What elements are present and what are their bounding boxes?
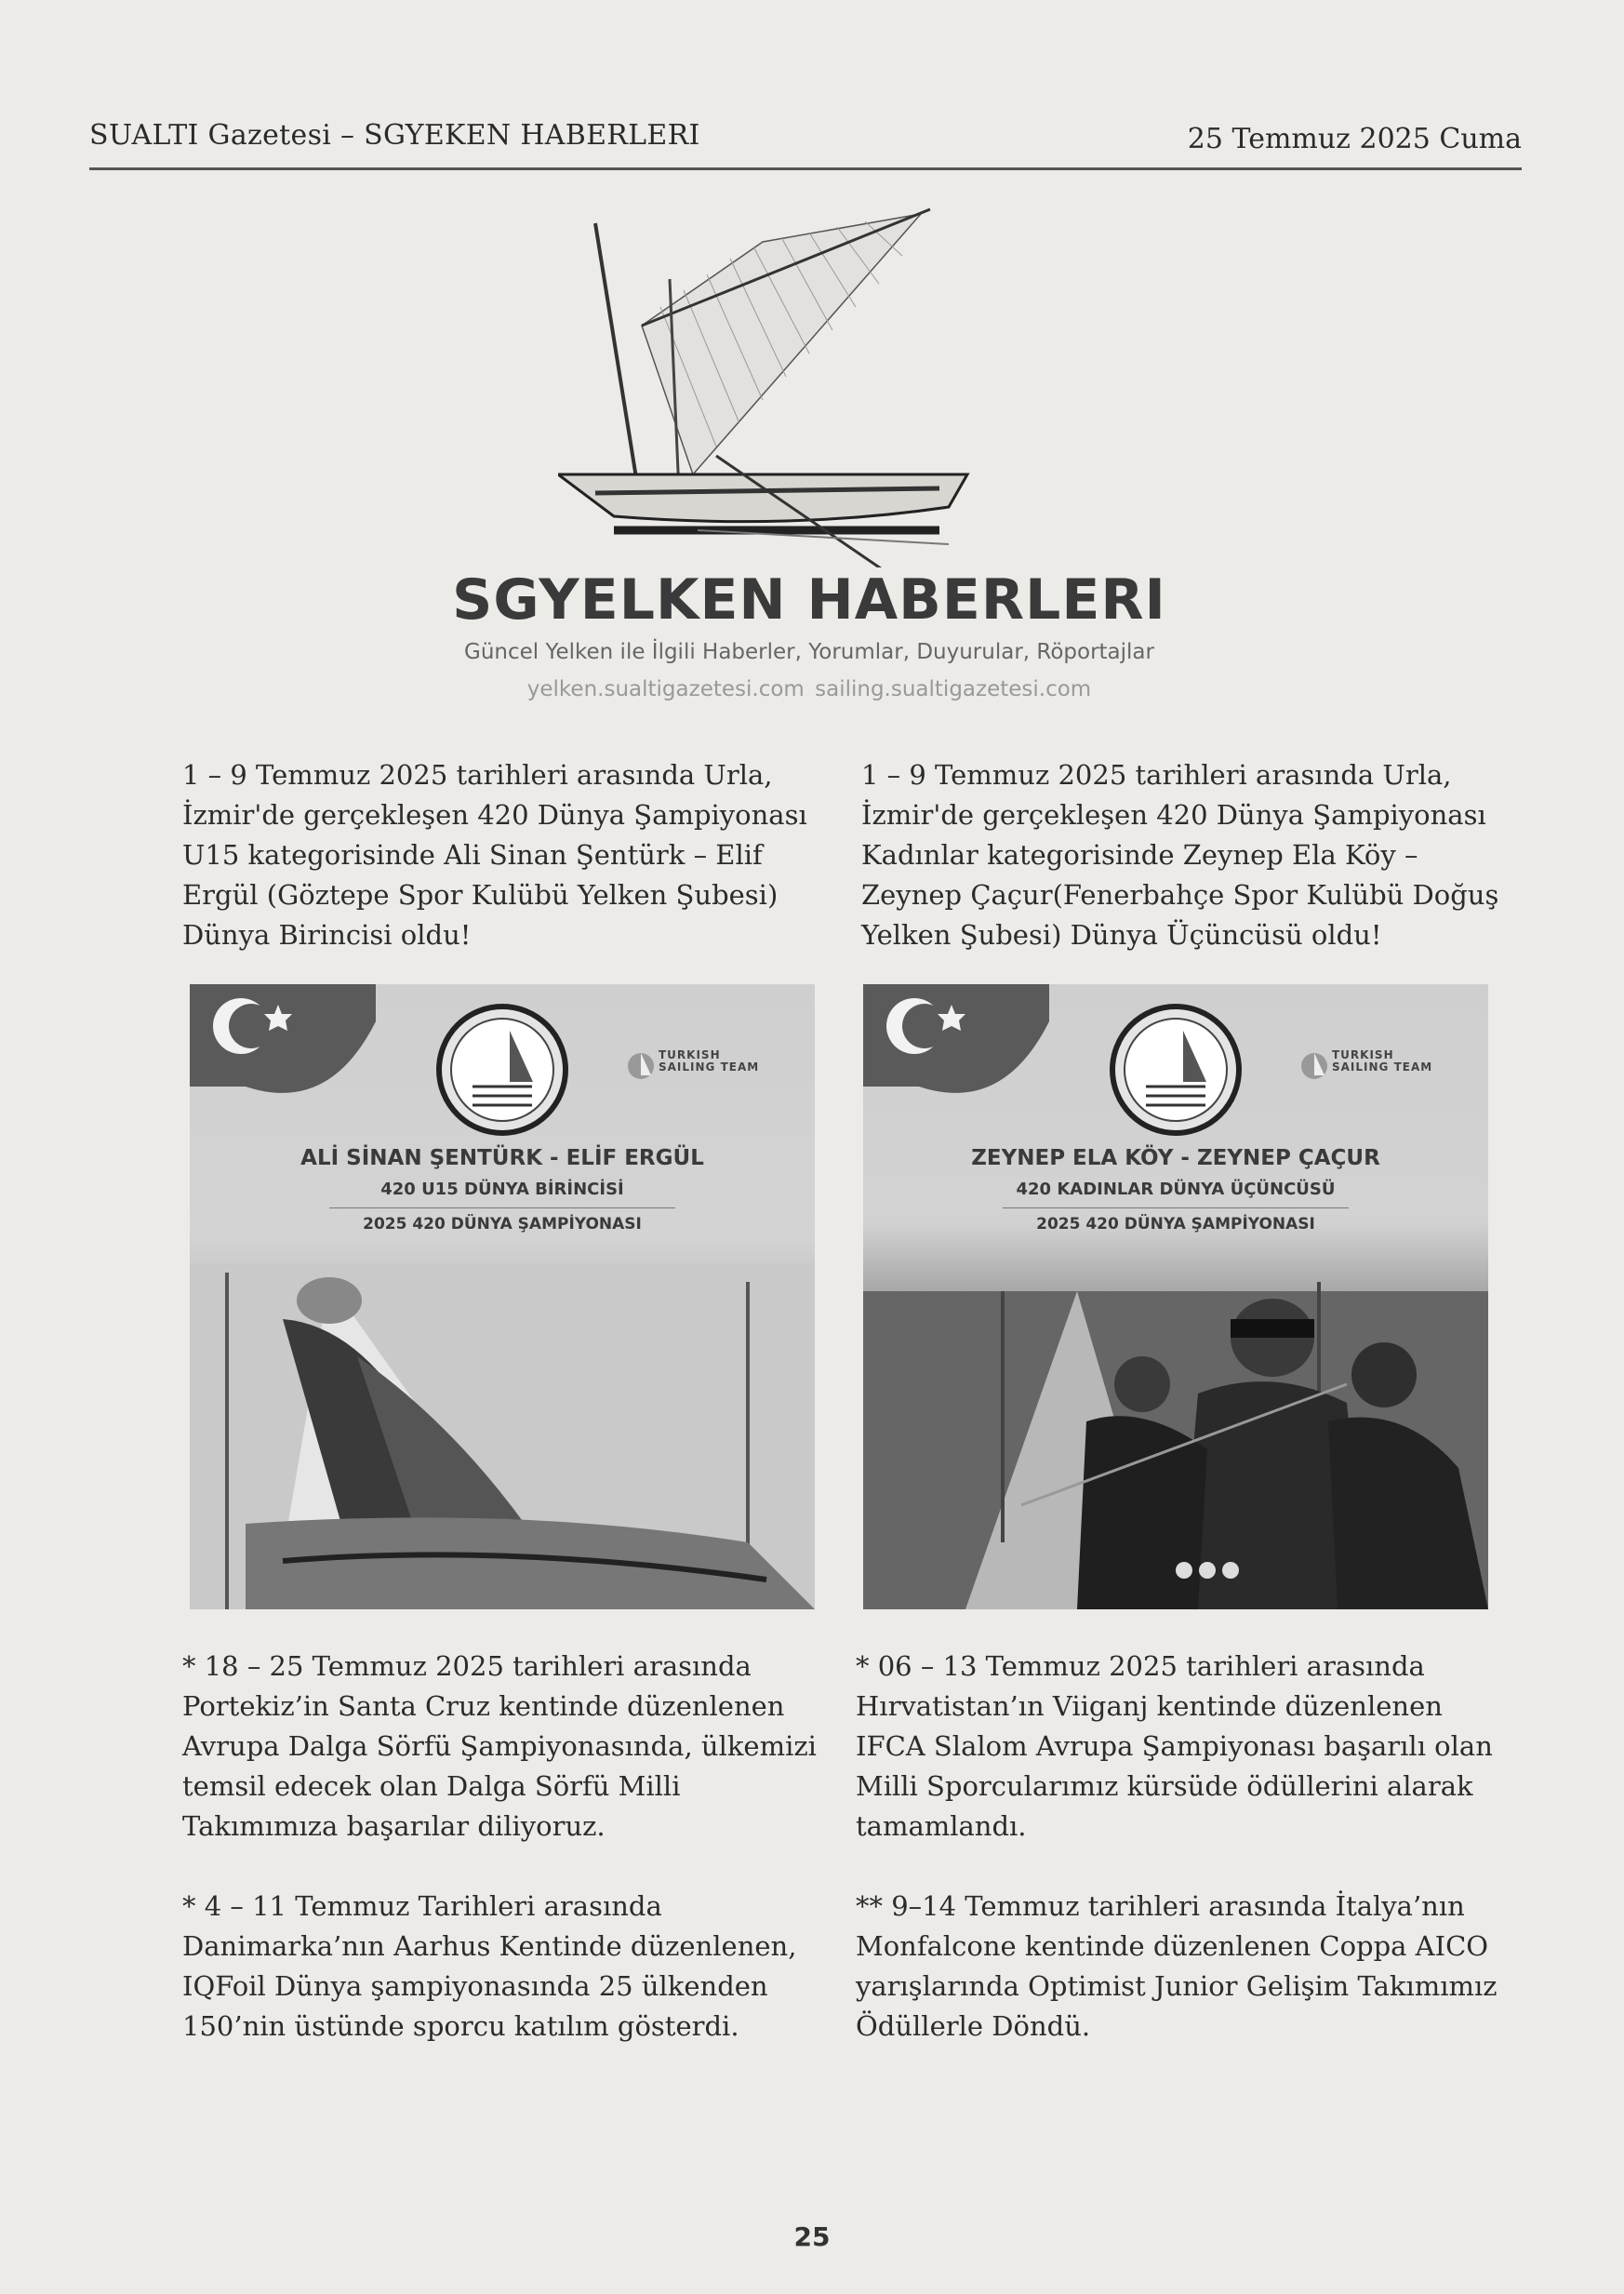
news-item: 1 – 9 Temmuz 2025 tarihleri arasında Urla, İzmir'de gerçekleşen 420 Dünya Şampiyonası U15 kategorisinde Ali Sinan Şentürk – Elif Ergül (Göztepe Spor Kulübü Yelken Şubesi) Dünya Birincisi oldu! [182, 759, 807, 951]
photo-event: 2025 420 DÜNYA ŞAMPİYONASI [1036, 1215, 1315, 1234]
photo-event: 2025 420 DÜNYA ŞAMPİYONASI [363, 1215, 642, 1234]
sailing-team-badge-icon [1300, 1047, 1328, 1085]
turkish-flag [190, 984, 376, 1114]
turkish-flag [863, 984, 1049, 1114]
photo-athletes: ZEYNEP ELA KÖY - ZEYNEP ÇAÇUR [971, 1146, 1380, 1170]
team-label: TURKISH SAILING TEAM [659, 1048, 760, 1074]
team-label: TURKISH SAILING TEAM [1332, 1048, 1433, 1074]
championship-emblem [435, 1003, 569, 1137]
photo-result: 420 U15 DÜNYA BİRİNCİSİ [380, 1180, 624, 1199]
photo-divider [329, 1207, 675, 1208]
news-item: 1 – 9 Temmuz 2025 tarihleri arasında Urla, İzmir'de gerçekleşen 420 Dünya Şampiyonası Kadınlar kategorisinde Zeynep Ela Köy – Zeynep Çaçur(Fenerbahçe Spor Kulübü Doğuş Yelken Şubesi) Dünya Üçüncüsü oldu! [861, 759, 1499, 951]
photo-athletes: ALİ SİNAN ŞENTÜRK - ELİF ERGÜL [300, 1146, 704, 1170]
news-photo [190, 984, 815, 1609]
news-item: * 4 – 11 Temmuz Tarihleri arasında Danimarka’nın Aarhus Kentinde düzenlenen, IQFoil Dünya şampiyonasında 25 ülkenden 150’nin üstünde sporcu katılım gösterdi. [182, 1890, 797, 2042]
news-item: * 18 – 25 Temmuz 2025 tarihleri arasında Portekiz’in Santa Cruz kentinde düzenlenen Avrupa Dalga Sörfü Şampiyonasında, ülkemizi temsil edecek olan Dalga Sörfü Milli Takımımıza başarılar diliyoruz. [182, 1650, 817, 1842]
news-photo [863, 984, 1488, 1609]
championship-emblem [1109, 1003, 1243, 1137]
page-number: 25 [793, 2221, 831, 2252]
publication-name: SUALTI Gazetesi – SGYEKEN HABERLERI [89, 119, 700, 152]
masthead-logo [409, 195, 1209, 716]
sailboat-illustration [558, 195, 1023, 567]
photo-result: 420 KADINLAR DÜNYA ÜÇÜNCÜSÜ [1016, 1180, 1336, 1199]
masthead-urls: yelken.sualtigazetesi.com sailing.sualtigazetesi.com [526, 677, 1092, 701]
masthead-subtitle: Güncel Yelken ile İlgili Haberler, Yorumlar, Duyurular, Röportajlar [464, 640, 1154, 664]
masthead-title: SGYELKEN HABERLERI [452, 567, 1166, 633]
news-item: * 06 – 13 Temmuz 2025 tarihleri arasında Hırvatistan’ın Viiganj kentinde düzenlenen IFCA Slalom Avrupa Şampiyonası başarılı olan Milli Sporcularımız kürsüde ödüllerini alarak tamamlandı. [856, 1650, 1493, 1842]
sailing-team-badge-icon [627, 1047, 655, 1085]
news-item: ** 9–14 Temmuz tarihleri arasında İtalya’nın Monfalcone kentinde düzenlenen Coppa AICO yarışlarında Optimist Junior Gelişim Takımımız Ödüllerle Döndü. [856, 1890, 1498, 2042]
photo-divider [1003, 1207, 1349, 1208]
issue-date: 25 Temmuz 2025 Cuma [1187, 123, 1522, 155]
header-divider [89, 167, 1522, 170]
